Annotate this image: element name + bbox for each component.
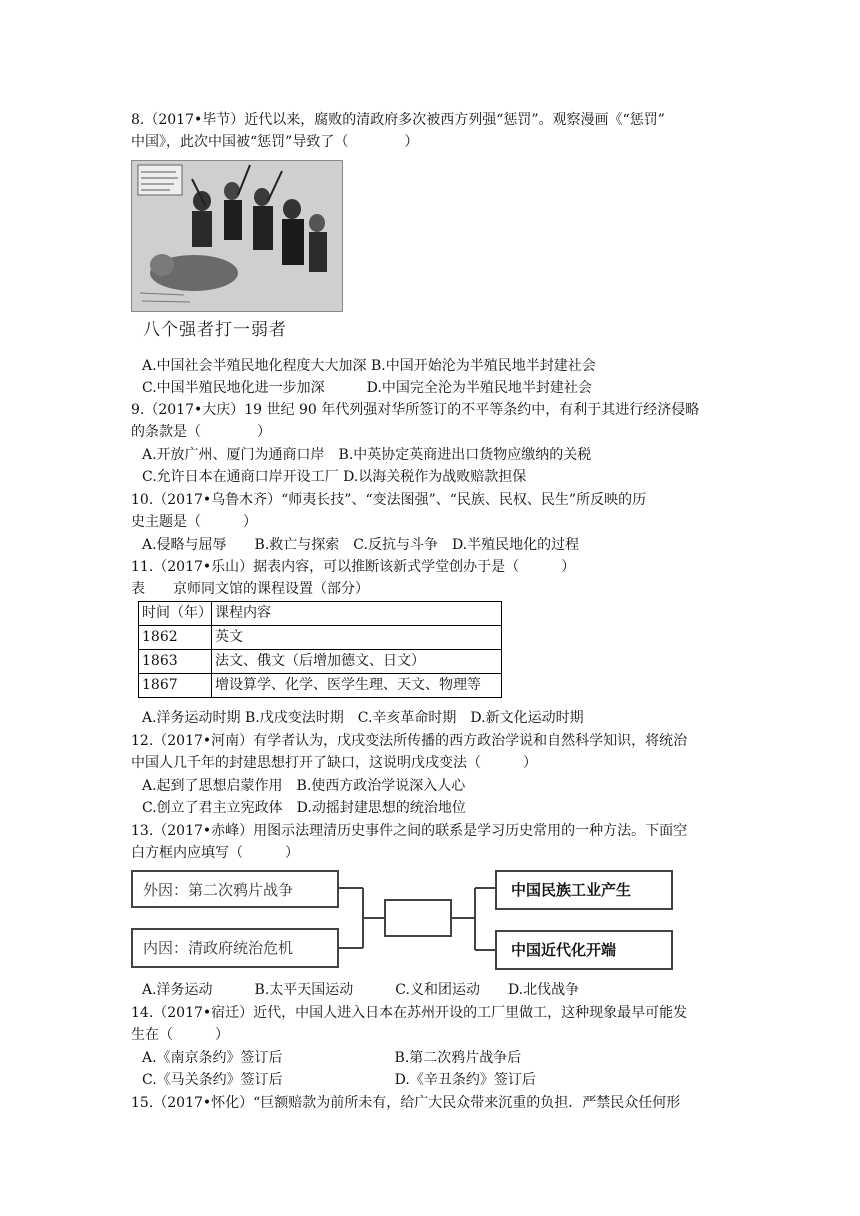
result-box-modernization: 中国近代化开端 <box>495 930 673 970</box>
table-row <box>139 650 502 674</box>
table-cell: 法文、俄文（后增加德文、日文） <box>212 650 502 674</box>
table-cell: 1867 <box>139 674 212 698</box>
question-11-stem: 11.（2017•乐山）据表内容，可以推断该新式学堂创办于是（ ） <box>131 559 576 575</box>
question-8-options-ab: A.中国社会半殖民地化程度大大加深 B.中国开始沦为半殖民地半封建社会 <box>142 358 596 374</box>
internal-cause-box: 内因：清政府统治危机 <box>131 928 339 968</box>
question-14-stem: 14.（2017•宿迁）近代，中国人进入日本在苏州开设的工厂里做工，这种现象最早可能发 <box>131 1005 688 1021</box>
question-13-options: A.洋务运动 B.太平天国运动 C.义和团运动 D.北伐战争 <box>142 982 580 998</box>
question-10-stem: 10.（2017•乌鲁木齐）“师夷长技”、“变法图强”、“民族、民权、民生”所反映的历 <box>131 492 647 508</box>
cartoon-illustration <box>132 161 343 312</box>
question-8-stem-cont: 中国》，此次中国被“惩罚”导致了（ ） <box>131 134 419 150</box>
cartoon-caption: 八个强者打一弱者 <box>143 320 287 340</box>
question-9-stem-cont: 的条款是（ ） <box>131 424 271 440</box>
cause-effect-diagram <box>131 866 676 970</box>
question-10-stem-cont: 史主题是（ ） <box>131 514 257 530</box>
question-13-stem-cont: 白方框内应填写（ ） <box>131 845 299 861</box>
result-box-industry: 中国民族工业产生 <box>495 870 673 910</box>
cartoon-figure <box>131 160 343 340</box>
question-13-stem: 13.（2017•赤峰）用图示法理清历史事件之间的联系是学习历史常用的一种方法。下面空 <box>131 823 688 839</box>
cartoon-image <box>131 160 343 312</box>
question-14-options-cd: C.《马关条约》签订后 D.《辛丑条约》签订后 <box>142 1072 536 1088</box>
question-8-options-cd: C.中国半殖民地化进一步加深 D.中国完全沦为半殖民地半封建社会 <box>142 380 592 396</box>
table-cell: 英文 <box>212 626 502 650</box>
table-cell: 1862 <box>139 626 212 650</box>
table-header-row <box>139 602 502 626</box>
question-15-stem: 15.（2017•怀化）“巨额赔款为前所未有，给广大民众带来沉重的负担．严禁民众任何形 <box>131 1095 681 1111</box>
table-header-cell: 课程内容 <box>212 602 502 626</box>
question-14-stem-cont: 生在（ ） <box>131 1027 229 1043</box>
table-cell: 增设算学、化学、医学生理、天文、物理等 <box>212 674 502 698</box>
question-10-options: A.侵略与屈辱 B.救亡与探索 C.反抗与斗争 D.半殖民地化的过程 <box>142 537 580 553</box>
question-8-stem: 8.（2017•毕节）近代以来，腐败的清政府多次被西方列强“惩罚”。观察漫画《“惩罚” <box>131 112 665 128</box>
question-9-options-cd: C.允许日本在通商口岸开设工厂 D.以海关税作为战败赔款担保 <box>142 469 527 485</box>
external-cause-box: 外因：第二次鸦片战争 <box>131 870 339 908</box>
question-12-stem-cont: 中国人几千年的封建思想打开了缺口，这说明戊戌变法（ ） <box>131 755 537 771</box>
table-header-cell: 时间（年） <box>139 602 212 626</box>
question-14-options-ab: A.《南京条约》签订后 B.第二次鸦片战争后 <box>142 1050 522 1066</box>
table-row <box>139 674 502 698</box>
course-table <box>138 601 502 698</box>
table-title: 表 京师同文馆的课程设置（部分） <box>131 581 369 597</box>
blank-answer-box <box>385 900 451 936</box>
question-12-options-cd: C.创立了君主立宪政体 D.动摇封建思想的统治地位 <box>142 800 466 816</box>
question-11-options: A.洋务运动时期 B.戊戌变法时期 C.辛亥革命时期 D.新文化运动时期 <box>142 710 584 726</box>
table-cell: 1863 <box>139 650 212 674</box>
table-row <box>139 626 502 650</box>
question-12-stem: 12.（2017•河南）有学者认为，戊戌变法所传播的西方政治学说和自然科学知识，将统治 <box>131 733 688 749</box>
question-9-stem: 9.（2017•大庆）19 世纪 90 年代列强对华所签订的不平等条约中，有利于其进行经济侵略 <box>131 402 700 418</box>
question-12-options-ab: A.起到了思想启蒙作用 B.使西方政治学说深入人心 <box>142 778 466 794</box>
question-9-options-ab: A.开放广州、厦门为通商口岸 B.中英协定英商进出口货物应缴纳的关税 <box>142 447 592 463</box>
